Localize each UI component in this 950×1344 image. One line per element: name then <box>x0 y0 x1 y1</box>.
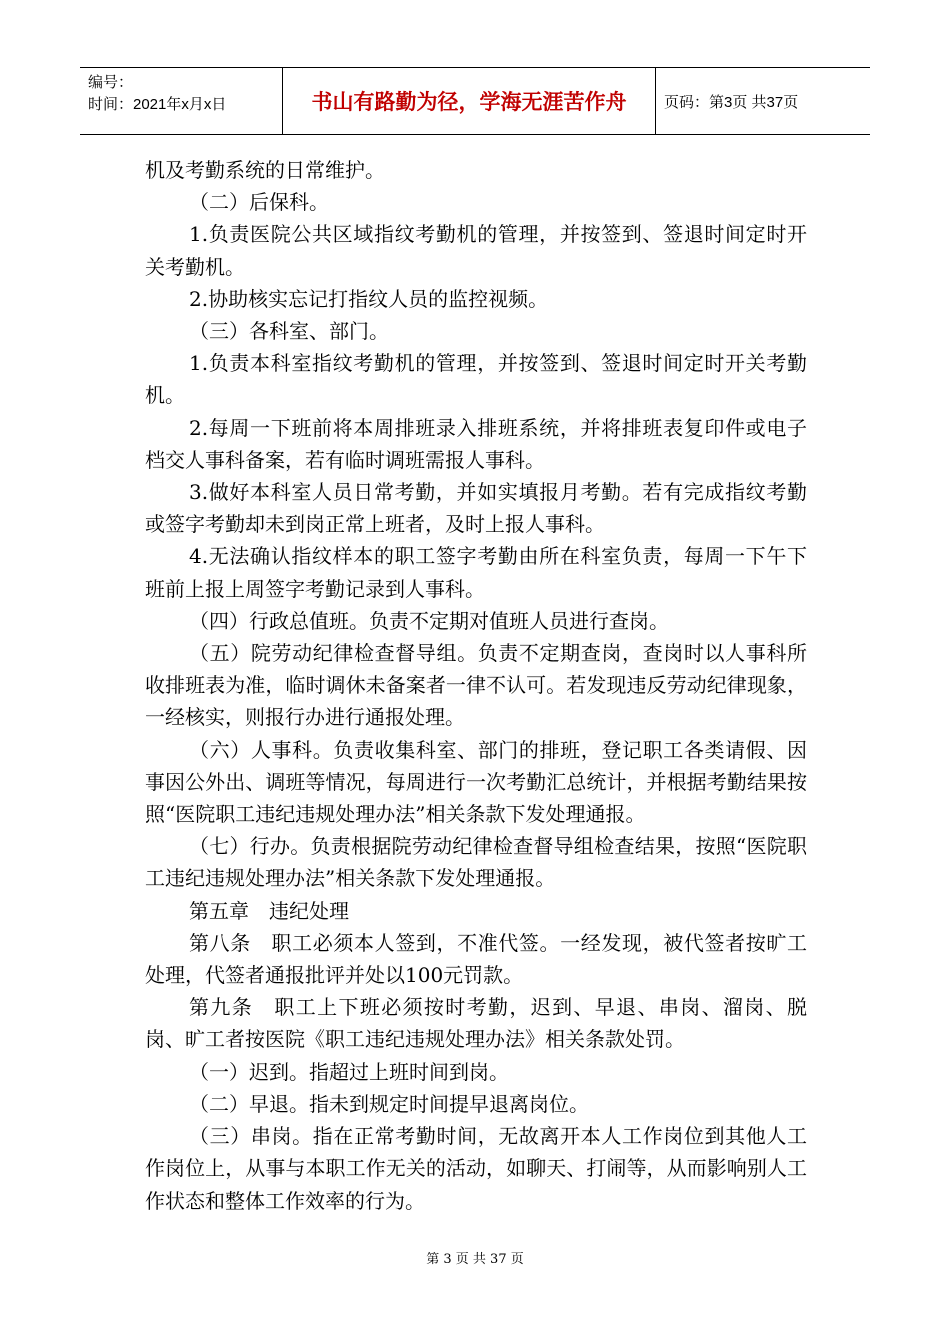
body-paragraph: 第九条 职工上下班必须按时考勤，迟到、早退、串岗、溜岗、脱岗、旷工者按医院《职工违纪违规处理办法》相关条款处罚。 <box>145 995 807 1052</box>
header-meta-cell <box>80 68 283 134</box>
body-paragraph: （一）迟到。指超过上班时间到岗。 <box>189 1059 509 1084</box>
body-paragraph: 第五章 违纪处理 <box>189 898 349 923</box>
body-paragraph: （七）行办。负责根据院劳动纪律检查督导组检查结果，按照“医院职工违纪违规处理办法”相关条款下发处理通报。 <box>145 834 807 891</box>
body-paragraph: （二）后保科。 <box>189 190 329 215</box>
body-paragraph: 4.无法确认指纹样本的职工签字考勤由所在科室负责，每周一下午下班前上报上周签字考勤记录到人事科。 <box>145 544 807 601</box>
body-paragraph: （三）各科室、部门。 <box>189 319 389 344</box>
body-paragraph: （四）行政总值班。负责不定期对值班人员进行查岗。 <box>189 608 669 633</box>
body-paragraph: 1.负责医院公共区域指纹考勤机的管理，并按签到、签退时间定时开关考勤机。 <box>145 222 807 279</box>
body-paragraph: 1.负责本科室指纹考勤机的管理，并按签到、签退时间定时开关考勤机。 <box>145 351 807 408</box>
header-motto: 书山有路勤为径，学海无涯苦作舟 <box>283 68 656 134</box>
body-paragraph: （六）人事科。负责收集科室、部门的排班，登记职工各类请假、因事因公外出、调班等情况，每周进行一次考勤汇总统计，并根据考勤结果按照“医院职工违纪违规处理办法”相关条款下发处理通报。 <box>145 737 807 827</box>
body-paragraph: 第八条 职工必须本人签到，不准代签。一经发现，被代签者按旷工处理，代签者通报批评并处以100元罚款。 <box>145 930 807 988</box>
document-number-label: 编号： <box>88 74 134 91</box>
body-paragraph: 2.协助核实忘记打指纹人员的监控视频。 <box>189 286 549 311</box>
body-paragraph: 2.每周一下班前将本周排班录入排班系统，并将排班表复印件或电子档交人事科备案，若有临时调班需报人事科。 <box>145 415 807 472</box>
body-paragraph: （五）院劳动纪律检查督导组。负责不定期查岗，查岗时以人事科所收排班表为准，临时调休未备案者一律不认可。若发现违反劳动纪律现象，一经核实，则报行办进行通报处理。 <box>145 641 807 730</box>
header-page-info: 页码：第3页 共37页 <box>664 93 799 111</box>
body-paragraph: 机及考勤系统的日常维护。 <box>145 158 385 182</box>
page-footer: 第 3 页 共 37 页 <box>426 1252 524 1267</box>
body-paragraph: （三）串岗。指在正常考勤时间，无故离开本人工作岗位到其他人工作岗位上，从事与本职工作无关的活动，如聊天、打闹等，从而影响别人工作状态和整体工作效率的行为。 <box>145 1124 807 1213</box>
body-paragraph: 3.做好本科室人员日常考勤，并如实填报月考勤。若有完成指纹考勤或签字考勤却未到岗正常上班者，及时上报人事科。 <box>145 480 807 537</box>
body-paragraph: （二）早退。指未到规定时间提早退离岗位。 <box>189 1091 589 1116</box>
document-date-label: 时间：2021年x月x日 <box>88 96 227 113</box>
document-body <box>145 154 807 1217</box>
document-header <box>80 67 870 135</box>
